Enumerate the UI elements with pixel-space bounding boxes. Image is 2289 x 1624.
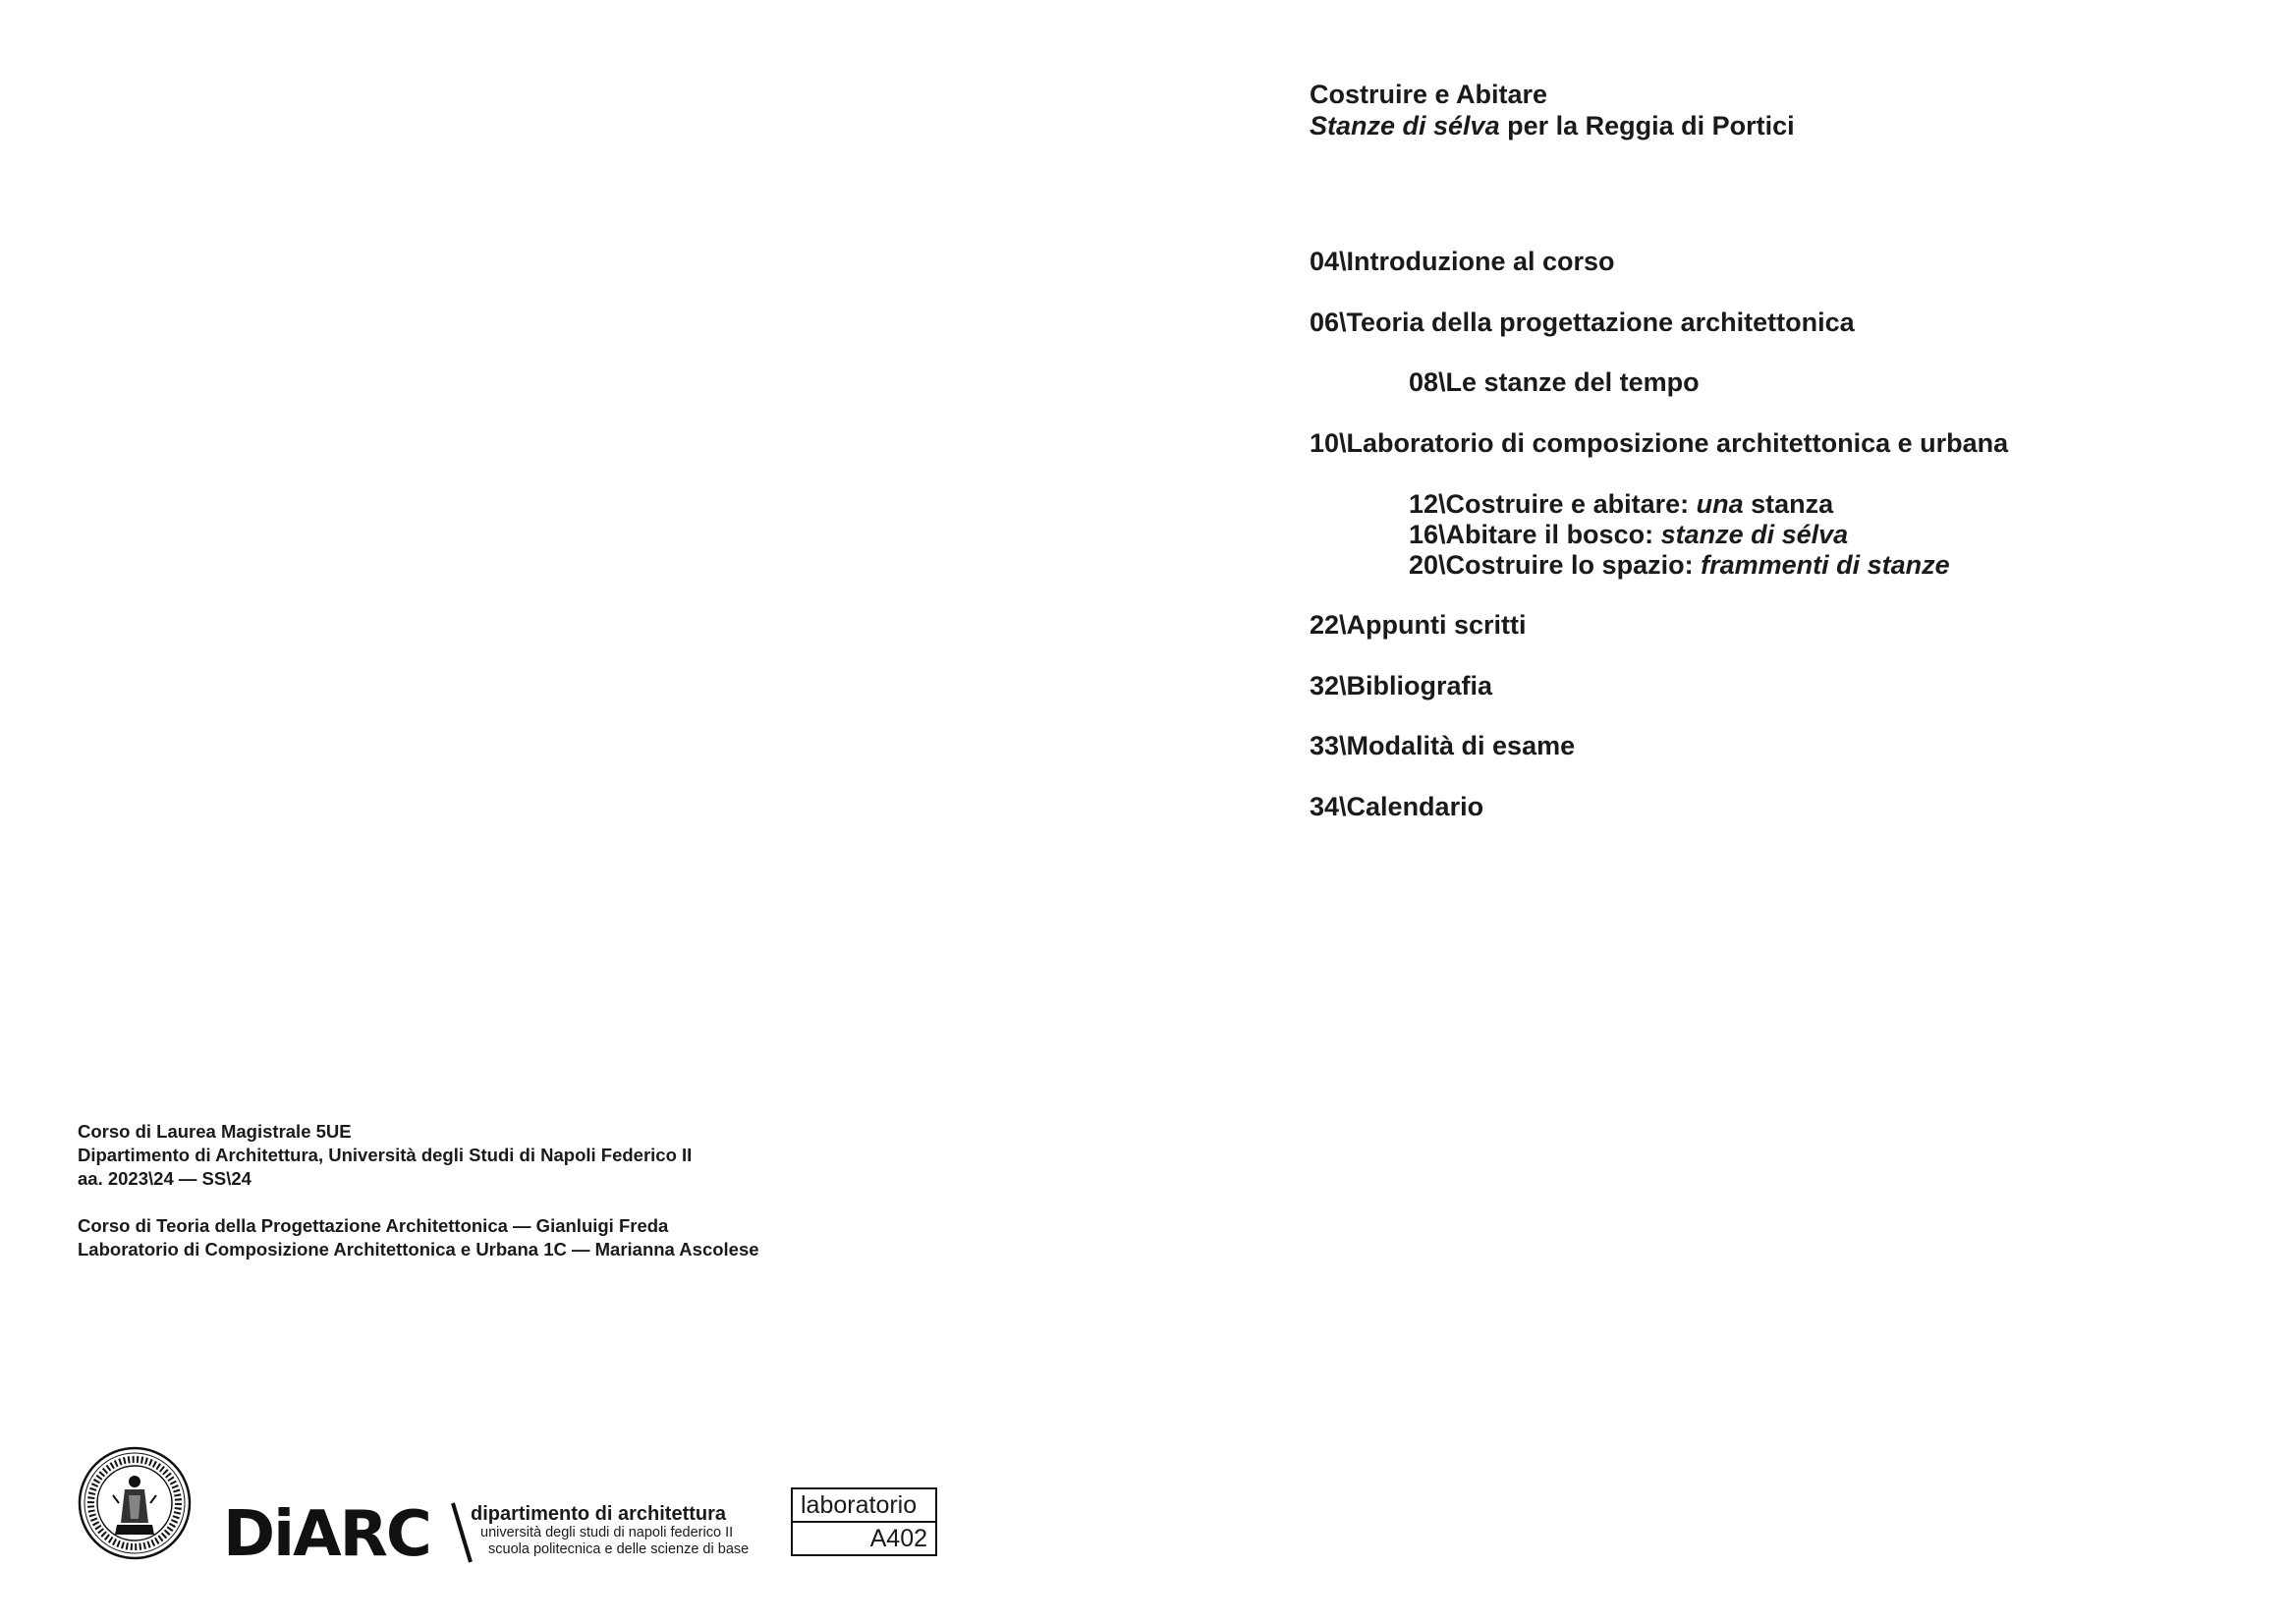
toc-entry-modalita-esame[interactable]: 33\Modalità di esame [1310, 731, 1576, 760]
academic-year: aa. 2023\24 — SS\24 [78, 1168, 251, 1189]
toc-entry-teoria[interactable]: 06\Teoria della progettazione architettonica [1310, 308, 1855, 337]
course-name: Corso di Laurea Magistrale 5UE [78, 1121, 352, 1142]
toc-entry-calendario[interactable]: 34\Calendario [1310, 792, 1484, 821]
laboratory-badge [791, 1487, 937, 1556]
toc-entry-laboratorio[interactable]: 10\Laboratorio di composizione architettonica e urbana [1310, 428, 2009, 458]
lab-course: Laboratorio di Composizione Architettonica e Urbana 1C — Marianna Ascolese [78, 1239, 759, 1260]
toc-entry-bibliografia[interactable]: 32\Bibliografia [1310, 671, 1493, 700]
department-name: Dipartimento di Architettura, Università degli Studi di Napoli Federico II [78, 1145, 693, 1165]
toc-entry-abitare-bosco[interactable]: 16\Abitare il bosco: stanze di sélva [1409, 520, 1849, 549]
toc-entry-appunti[interactable]: 22\Appunti scritti [1310, 610, 1527, 640]
department-logo-text: dipartimento di architettura università degli studi di napoli federico II scuola politecnica e delle scienze di base [471, 1503, 750, 1557]
lab-label: laboratorio [793, 1489, 935, 1523]
document-title: Costruire e Abitare [1310, 80, 1548, 109]
toc-entry-costruire-abitare[interactable]: 12\Costruire e abitare: una stanza [1409, 489, 1834, 519]
lab-code: A402 [869, 1525, 927, 1552]
toc-entry-costruire-spazio[interactable]: 20\Costruire lo spazio: frammenti di stanze [1409, 550, 1950, 580]
subtitle-rest: per la Reggia di Portici [1499, 111, 1795, 140]
toc-entry-introduzione[interactable]: 04\Introduzione al corso [1310, 247, 1615, 276]
toc-entry-stanze-tempo[interactable]: 08\Le stanze del tempo [1409, 367, 1700, 397]
theory-course: Corso di Teoria della Progettazione Architettonica — Gianluigi Freda [78, 1215, 669, 1236]
subtitle-italic: Stanze di sélva [1310, 111, 1500, 140]
university-seal-icon [78, 1446, 192, 1560]
diarc-logo: DiARC [223, 1498, 430, 1571]
document-title-block [1310, 79, 1795, 141]
course-info [78, 1120, 759, 1261]
logos-footer [78, 1442, 962, 1571]
document-subtitle [1310, 110, 1795, 141]
